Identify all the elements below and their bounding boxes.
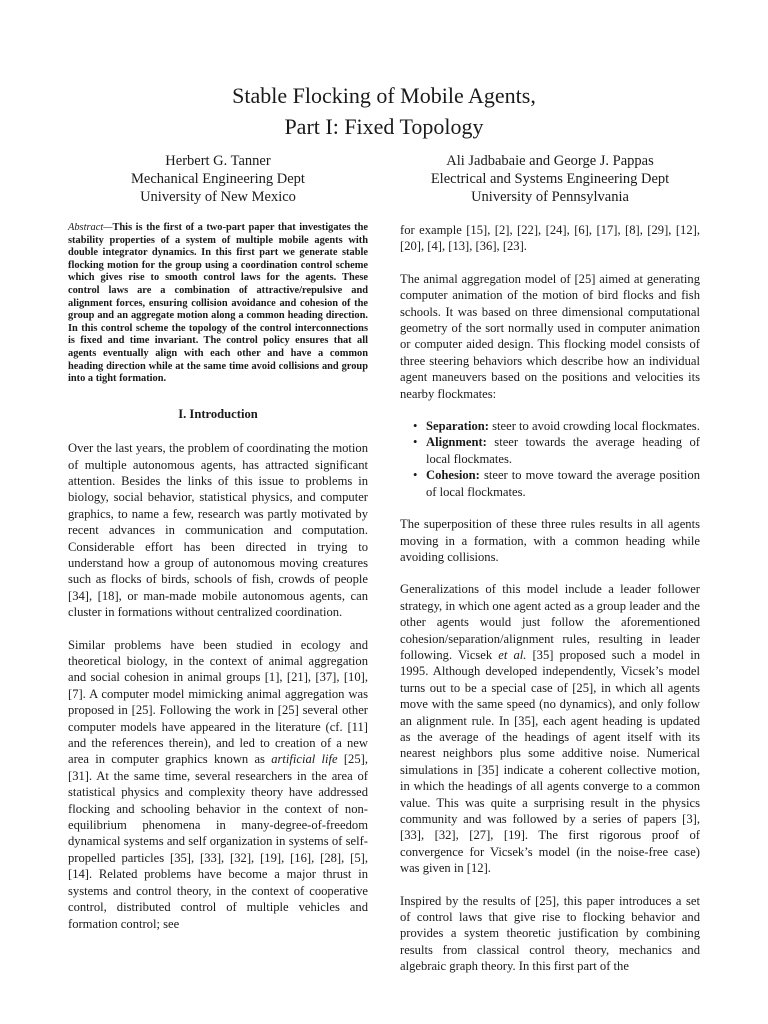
author-name: Herbert G. Tanner: [165, 153, 271, 169]
abstract-text: This is the first of a two-part paper that investigates the stability properties of a system of multiple mobile agents with double integrator dynamics. In this first part we generate stable flocking motion for the group using a coordination control scheme which gives rise to smooth control laws for the agents. These control laws are a combination of attractive/repulsive and alignment forces, ensuring collision avoidance and cohesion of the group and an aggregate motion along a common heading direction. In this control scheme the topology of the control interconnections is fixed and time invariant. The control policy ensures that all agents eventually align with each other and have a common heading direction while at the same time avoid collisions and group into a tight formation.: [68, 222, 368, 385]
author-block-left: [68, 152, 368, 206]
paragraph: The animal aggregation model of [25] aimed at generating computer animation of the motion of bird flocks and fish schools. It was based on three dimensional computational geometry of the sort normally used in computer animation or computer aided design. This flocking model consists of three steering behaviors which describe how an individual agent maneuvers based on the positions and velocities its nearby flockmates:: [400, 271, 700, 401]
paragraph: The superposition of these three rules results in all agents moving in a formation, with a common heading while avoiding collisions.: [400, 517, 700, 564]
paragraph-text: [25], [31]. At the same time, several researchers in the area of statistical physics and complexity theory have addressed flocking and schooling behavior in the context of non-equilibrium phenomena in many-degree-of-freedom dynamical systems and self organization in systems of self-propelled particles [35], [33], [32], [19], [16], [28], [5], [14]. Related problems have become a major thrust in systems and control theory, in the context of cooperative control, distributed control of multiple vehicles and formation control; see: [68, 752, 368, 931]
list-item: [426, 467, 700, 500]
author-university: University of New Mexico: [140, 189, 296, 205]
list-item-term: Alignment:: [426, 435, 487, 450]
list-item-term: Cohesion:: [426, 468, 480, 483]
paragraph: for example [15], [2], [22], [24], [6], [17], [8], [29], [12], [20], [4], [13], [36], [23].: [400, 223, 700, 254]
author-department: Electrical and Systems Engineering Dept: [430, 171, 670, 187]
list-item: [426, 418, 700, 434]
left-column: [68, 222, 368, 948]
author-department: Mechanical Engineering Dept: [131, 171, 305, 187]
list-item: [426, 434, 700, 467]
paragraph: [400, 581, 700, 876]
author-university: University of Pennsylvania: [471, 189, 629, 205]
paper-title-line-2: Part I: Fixed Topology: [284, 114, 484, 139]
italic-term: artificial life: [271, 752, 338, 767]
abstract-label: Abstract: [68, 222, 104, 233]
paragraph-text: [35] proposed such a model in 1995. Although developed independently, Vicsek’s model turns out to be a special case of [25], in which all agents move with the same speed (no dynamics), and only follow an alignment rule. In [35], each agent heading is updated as the average of the headings of agent itself with its nearest neighbors plus some additive noise. Numerical simulations in [35] indicate a coherent collective motion, in which the headings of all agents converge to a common value. This was quite a surprising result in the physics community and was followed by a series of papers [3], [33], [32], [27], [19]. The first rigorous proof of convergence for Vicsek’s model (in the noise-free case) was given in [12].: [400, 647, 700, 876]
steering-behaviors-list: [400, 418, 700, 500]
list-item-text: steer towards the average heading of local flockmates.: [426, 435, 700, 466]
author-block-right: [400, 152, 700, 206]
list-item-text: steer to avoid crowding local flockmates.: [488, 419, 700, 434]
list-item-term: Separation:: [426, 419, 489, 434]
abstract: [68, 222, 368, 386]
paragraph: Over the last years, the problem of coordinating the motion of multiple autonomous agents, has attracted significant attention. Besides the links of this issue to problems in biology, social behavior, statistical physics, and computer graphics, to name a few, research was partly motivated by recent advances in communication and computation. Considerable effort has been directed in trying to understand how a group of autonomous moving creatures such as flocks of birds, schools of fish, crowds of people [34], [18], or man-made mobile autonomous agents, can cluster in formations without centralized coordination.: [68, 441, 368, 620]
paper-title-line-1: Stable Flocking of Mobile Agents,: [232, 83, 536, 108]
list-item-text: steer to move toward the average position of local flockmates.: [426, 468, 700, 499]
abstract-dash: —: [103, 222, 113, 233]
paper-title: [0, 80, 768, 142]
paragraph-text: Generalizations of this model include a leader follower strategy, in which one agent acted as a group leader and the other agents would just follow the aforementioned cohesion/separation/alignment rules, resulting in leader following. Vicsek: [400, 582, 700, 662]
section-heading-introduction: I. Introduction: [178, 406, 258, 421]
paragraph-text: Similar problems have been studied in ecology and theoretical biology, in the context of animal aggregation and social cohesion in animal groups [1], [21], [37], [10], [7]. A computer model mimicking animal aggregation was proposed in [25]. Following the work in [25] several other computer models have appeared in the literature (cf. [11] and the references therein), and led to creation of a new area in computer graphics known as: [68, 637, 368, 767]
paragraph: Inspired by the results of [25], this paper introduces a set of control laws that give rise to flocking behavior and provides a system theoretic justification by combining results from classical control theory, mechanics and algebraic graph theory. In this first part of the: [400, 893, 700, 974]
author-name: Ali Jadbabaie and George J. Pappas: [446, 153, 654, 169]
right-column: [400, 222, 700, 991]
paragraph: [68, 637, 368, 932]
italic-term: et al.: [498, 647, 527, 662]
